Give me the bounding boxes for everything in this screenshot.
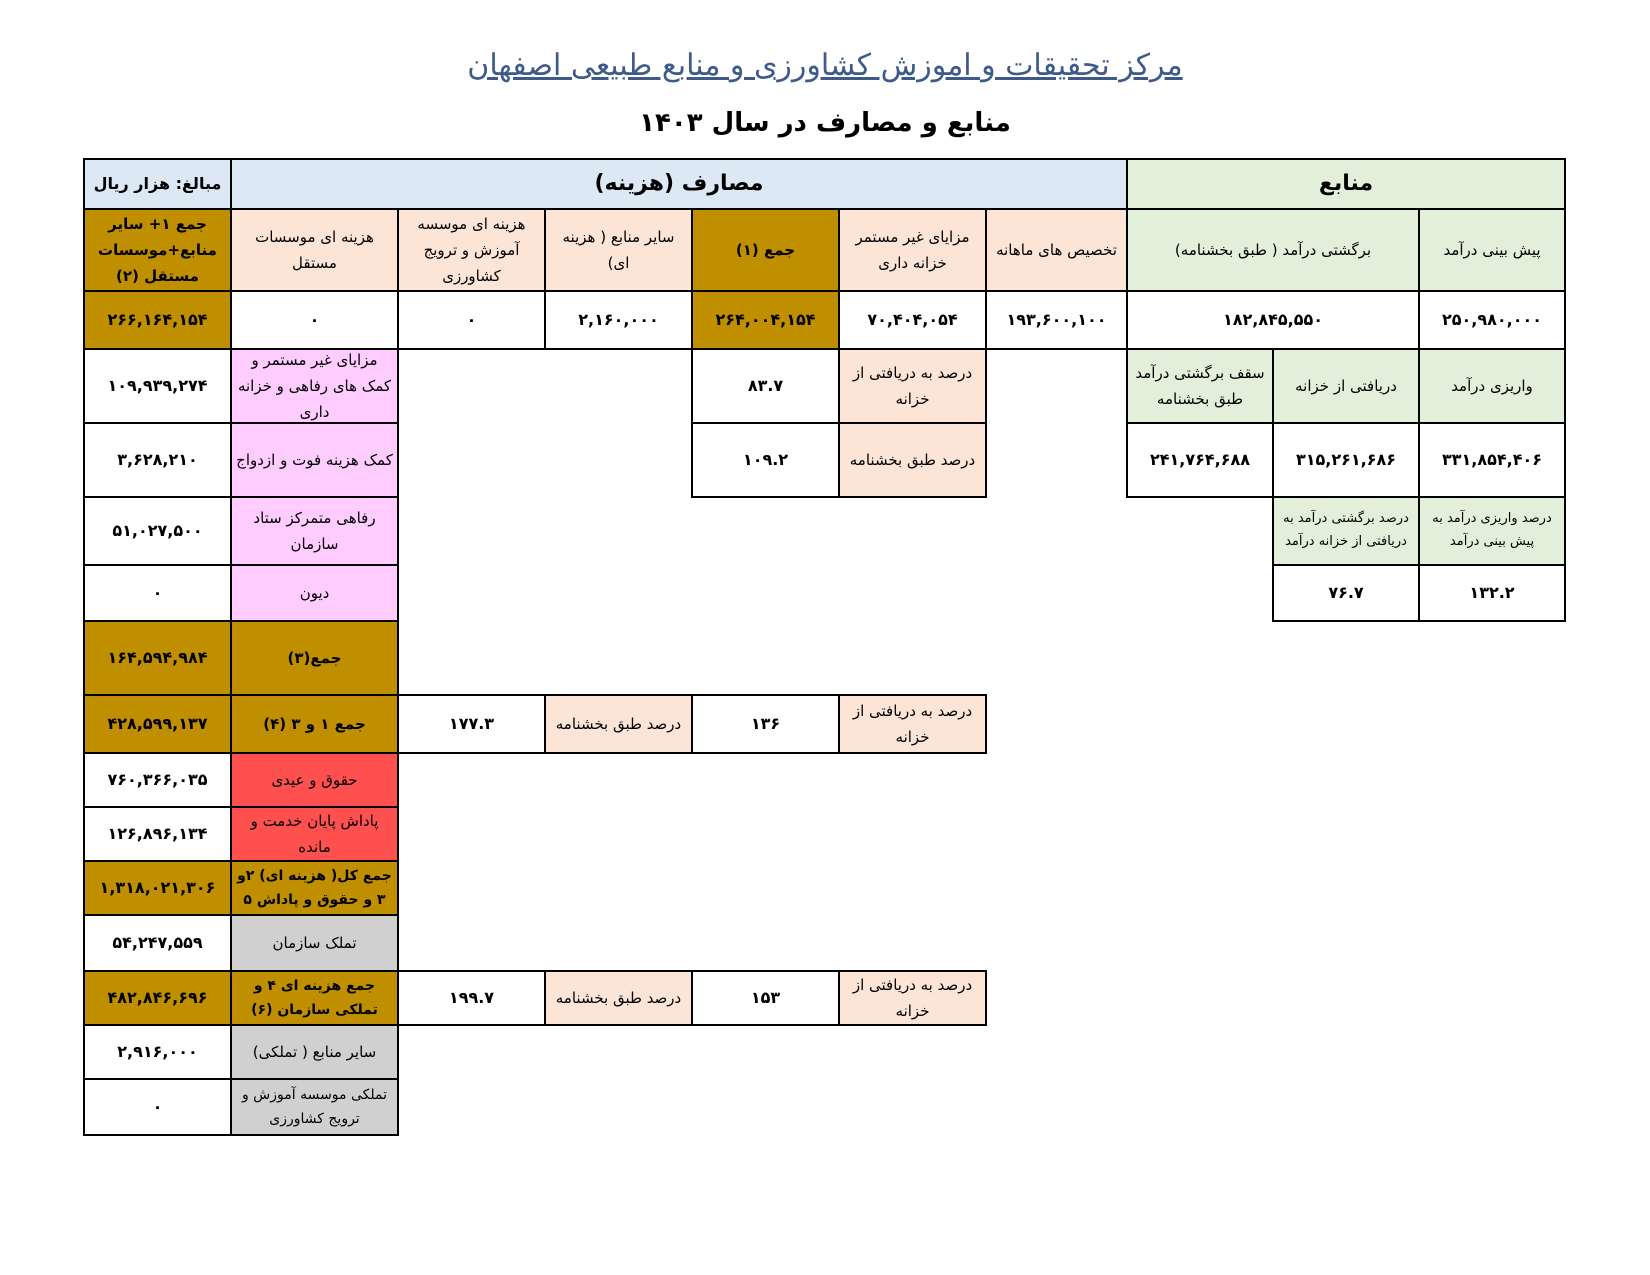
right-ceiling-value: ۲۴۱,۷۶۴,۶۸۸: [1126, 422, 1274, 498]
value-income-return: ۱۸۲,۸۴۵,۵۵۰: [1126, 290, 1420, 350]
right-treasury-label: دریافتی از خزانه: [1272, 348, 1420, 424]
mid-treasury-pct-label: درصد به دریافتی از خزانه: [838, 348, 987, 424]
left-value-13: ۰: [83, 1078, 232, 1136]
col-header-income-forecast: پیش بینی درآمد: [1418, 208, 1566, 292]
left-value-11: ۴۸۲,۸۴۶,۶۹۶: [83, 970, 232, 1026]
left-value-4: ۰: [83, 564, 232, 622]
right-return-pct-value: ۷۶.۷: [1272, 564, 1420, 622]
value-total-1-plus: ۲۶۶,۱۶۴,۱۵۴: [83, 290, 232, 350]
left-label-4: دیون: [230, 564, 399, 622]
left-value-3: ۵۱,۰۲۷,۵۰۰: [83, 496, 232, 566]
left-label-1: مزایای غیر مستمر و کمک های رفاهی و خزانه داری: [230, 348, 399, 424]
page-title: منابع و مصارف در سال ۱۴۰۳: [639, 108, 1011, 138]
right-treasury-value: ۳۱۵,۲۶۱,۶۸۶: [1272, 422, 1420, 498]
organization-title: مرکز تحقیقات و اموزش کشاورزی و منابع طبیعی اصفهان: [467, 48, 1183, 83]
left-label-13: تملکی موسسه آموزش و ترویج کشاورزی: [230, 1078, 399, 1136]
right-deposit-value: ۳۳۱,۸۵۴,۴۰۶: [1418, 422, 1566, 498]
mid-circular-pct-label: درصد طبق بخشنامه: [838, 422, 987, 498]
left-label-6: جمع ۱ و ۳ (۴): [230, 694, 399, 754]
row6-treasury-pct-label: درصد به دریافتی از خزانه: [838, 970, 987, 1026]
left-label-10: تملک سازمان: [230, 914, 399, 972]
right-deposit-label: واریزی درآمد: [1418, 348, 1566, 424]
col-header-independent-cost: هزینه ای موسسات مستقل: [230, 208, 399, 292]
left-label-5: جمع(۳): [230, 620, 399, 696]
value-income-forecast: ۲۵۰,۹۸۰,۰۰۰: [1418, 290, 1566, 350]
col-header-non-recurring: مزایای غیر مستمر خزانه داری: [838, 208, 987, 292]
right-ceiling-label: سقف برگشتی درآمد طبق بخشنامه: [1126, 348, 1274, 424]
col-header-total-1: جمع (۱): [691, 208, 840, 292]
left-value-8: ۱۲۶,۸۹۶,۱۳۴: [83, 806, 232, 862]
mid-treasury-pct-value: ۸۳.۷: [691, 348, 840, 424]
left-value-9: ۱,۳۱۸,۰۲۱,۳۰۶: [83, 860, 232, 916]
row6-circular-pct-value: ۱۹۹.۷: [397, 970, 546, 1026]
row6-circular-pct-label: درصد طبق بخشنامه: [544, 970, 693, 1026]
right-deposit-pct-value: ۱۳۲.۲: [1418, 564, 1566, 622]
left-label-3: رفاهی متمرکز ستاد سازمان: [230, 496, 399, 566]
value-monthly-alloc: ۱۹۳,۶۰۰,۱۰۰: [985, 290, 1128, 350]
left-value-7: ۷۶۰,۳۶۶,۰۳۵: [83, 752, 232, 808]
right-deposit-pct-label: درصد واریزی درآمد به پیش بینی درآمد: [1418, 496, 1566, 566]
left-label-2: کمک هزینه فوت و ازدواج: [230, 422, 399, 498]
row4-treasury-pct-label: درصد به دریافتی از خزانه: [838, 694, 987, 754]
value-total-1: ۲۶۴,۰۰۴,۱۵۴: [691, 290, 840, 350]
col-header-income-return: برگشتی درآمد ( طبق بخشنامه): [1126, 208, 1420, 292]
left-label-11: جمع هزینه ای ۴ و تملکی سازمان (۶): [230, 970, 399, 1026]
value-other-sources: ۲,۱۶۰,۰۰۰: [544, 290, 693, 350]
right-return-pct-label: درصد برگشتی درآمد به دریافتی از خزانه درآمد: [1272, 496, 1420, 566]
left-value-6: ۴۲۸,۵۹۹,۱۳۷: [83, 694, 232, 754]
row6-treasury-pct-value: ۱۵۳: [691, 970, 840, 1026]
value-independent-cost: ۰: [230, 290, 399, 350]
expenses-header: مصارف (هزینه): [230, 158, 1128, 210]
left-value-1: ۱۰۹,۹۳۹,۲۷۴: [83, 348, 232, 424]
row4-circular-pct-value: ۱۷۷.۳: [397, 694, 546, 754]
left-label-12: سایر منابع ( تملکی): [230, 1024, 399, 1080]
left-value-10: ۵۴,۲۴۷,۵۵۹: [83, 914, 232, 972]
resources-header: منابع: [1126, 158, 1566, 210]
left-label-9: جمع کل( هزینه ای) ۲و ۳ و حقوق و پاداش ۵: [230, 860, 399, 916]
col-header-institute-cost: هزینه ای موسسه آموزش و ترویج کشاورزی: [397, 208, 546, 292]
col-header-total-1-plus: جمع ۱+ سایر منابع+موسسات مستقل (۲): [83, 208, 232, 292]
left-value-12: ۲,۹۱۶,۰۰۰: [83, 1024, 232, 1080]
row4-circular-pct-label: درصد طبق بخشنامه: [544, 694, 693, 754]
units-header: مبالغ: هزار ریال: [83, 158, 232, 210]
left-value-5: ۱۶۴,۵۹۴,۹۸۴: [83, 620, 232, 696]
left-label-7: حقوق و عیدی: [230, 752, 399, 808]
col-header-monthly-alloc: تخصیص های ماهانه: [985, 208, 1128, 292]
left-label-8: پاداش پایان خدمت و مانده: [230, 806, 399, 862]
mid-circular-pct-value: ۱۰۹.۲: [691, 422, 840, 498]
left-value-2: ۳,۶۲۸,۲۱۰: [83, 422, 232, 498]
value-non-recurring: ۷۰,۴۰۴,۰۵۴: [838, 290, 987, 350]
value-institute-cost: ۰: [397, 290, 546, 350]
row4-treasury-pct-value: ۱۳۶: [691, 694, 840, 754]
col-header-other-sources: سایر منابع ( هزینه ای): [544, 208, 693, 292]
